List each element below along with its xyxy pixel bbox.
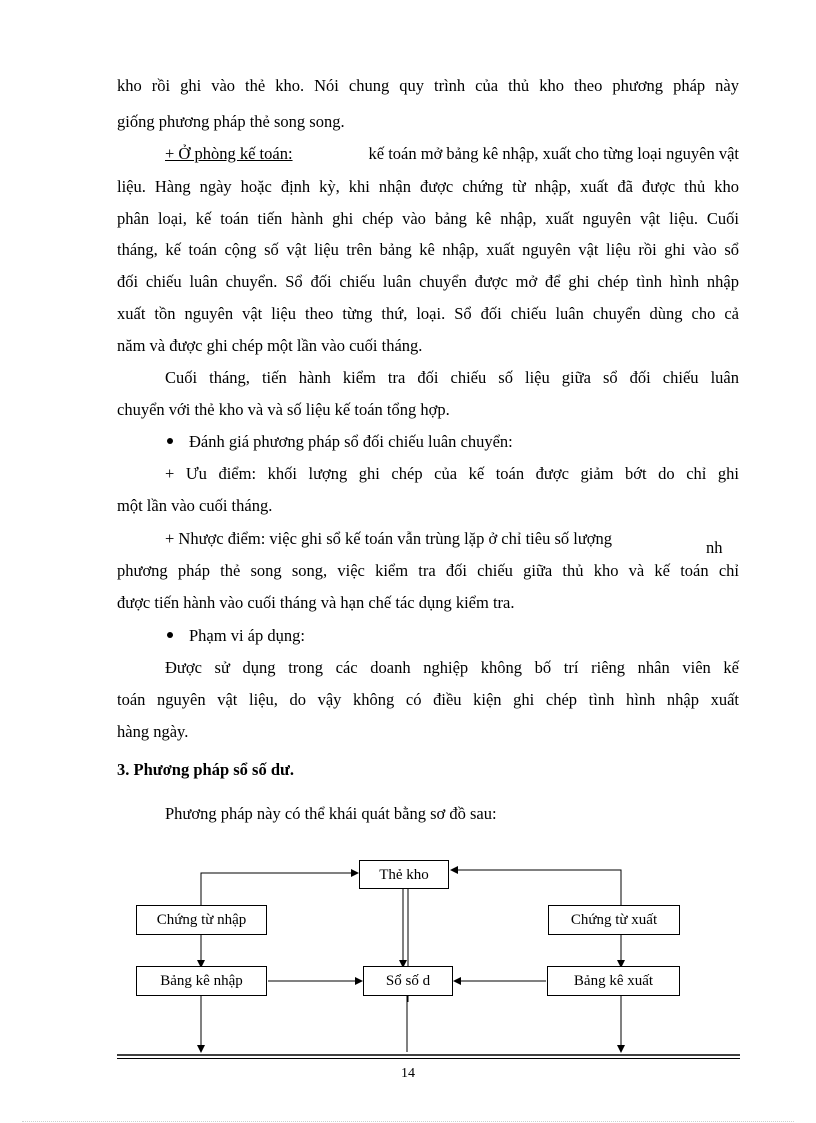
paragraph-line: toán nguyên vật liệu, do vậy không có điều kiện ghi chép tình hình nhập xuất (117, 690, 739, 709)
paragraph-line: tháng, kế toán cộng số vật liệu trên bảng kê nhập, xuất nguyên vật liệu rồi ghi vào sổ (117, 240, 739, 259)
paragraph-line: giống phương pháp thẻ song song. (117, 112, 345, 131)
box-the-kho: Thẻ kho (359, 860, 449, 889)
bullet-item (167, 624, 789, 648)
bullet-item (167, 430, 789, 454)
paragraph-line: Được sử dụng trong các doanh nghiệp không bố trí riêng nhân viên kế (165, 658, 739, 677)
arrow-nhap-to-thekho (201, 873, 358, 906)
arrow-xuat-to-thekho (451, 870, 621, 906)
paragraph-line: + Nhược điểm: việc ghi sổ kế toán vẫn trùng lặp ở chỉ tiêu số lượng (165, 529, 612, 548)
paragraph-text: kế toán mở bảng kê nhập, xuất cho từng loại nguyên vật (368, 144, 739, 163)
paragraph-line: đối chiếu luân chuyển. Sổ đối chiếu luân chuyển được mở để ghi chép tình hình nhập (117, 272, 739, 291)
paragraph-line: phương pháp thẻ song song, việc kiểm tra đối chiếu giữa thủ kho và kế toán chỉ (117, 561, 739, 580)
paragraph-line: kho rồi ghi vào thẻ kho. Nói chung quy trình của thủ kho theo phương pháp này (117, 76, 739, 95)
paragraph-line: một lần vào cuối tháng. (117, 496, 273, 515)
box-chung-tu-xuat: Chứng từ xuất (548, 905, 680, 935)
paragraph-line: xuất tồn nguyên vật liệu theo từng thứ, loại. Sổ đối chiếu luân chuyển dùng cho cả (117, 304, 739, 323)
box-bang-ke-nhap: Bảng kê nhập (136, 966, 267, 996)
bullet-icon (167, 438, 173, 444)
paragraph-line: + Ưu điểm: khối lượng ghi chép của kế toán được giảm bớt do chỉ ghi (165, 464, 739, 483)
accounting-room-heading: + Ở phòng kế toán: (165, 144, 293, 163)
stray-text: nh (706, 538, 723, 557)
paragraph-line: phân loại, kế toán tiến hành ghi chép vào bảng kê nhập, xuất nguyên vật liệu. Cuối (117, 209, 739, 228)
paragraph-line: chuyển với thẻ kho và và số liệu kế toán tổng hợp. (117, 400, 450, 419)
paragraph-line: liệu. Hàng ngày hoặc định kỳ, khi nhận được chứng từ nhập, xuất đã được thủ kho (117, 177, 739, 196)
section-title: 3. Phương pháp sổ số dư. (117, 760, 295, 779)
box-chung-tu-nhap: Chứng từ nhập (136, 905, 267, 935)
paragraph-line: năm và được ghi chép một lần vào cuối tháng. (117, 336, 423, 355)
bullet-text: Đánh giá phương pháp sổ đối chiếu luân chuyển: (189, 432, 513, 451)
paragraph-line: được tiến hành vào cuối tháng và hạn chế tác dụng kiểm tra. (117, 593, 515, 612)
paragraph-line: Cuối tháng, tiến hành kiểm tra đối chiếu số liệu giữa sổ đối chiếu luân (165, 368, 739, 387)
box-so-so-du: Sổ số d (363, 966, 453, 996)
bullet-text: Phạm vi áp dụng: (189, 626, 305, 645)
paragraph-line (165, 142, 739, 166)
box-bang-ke-xuat: Bảng kê xuất (547, 966, 680, 996)
bullet-icon (167, 632, 173, 638)
paragraph-line: hàng ngày. (117, 722, 189, 741)
page-edge-divider (22, 1121, 794, 1122)
page-number: 14 (401, 1066, 415, 1081)
diagram-intro: Phương pháp này có thể khái quát bằng sơ đồ sau: (165, 804, 497, 823)
